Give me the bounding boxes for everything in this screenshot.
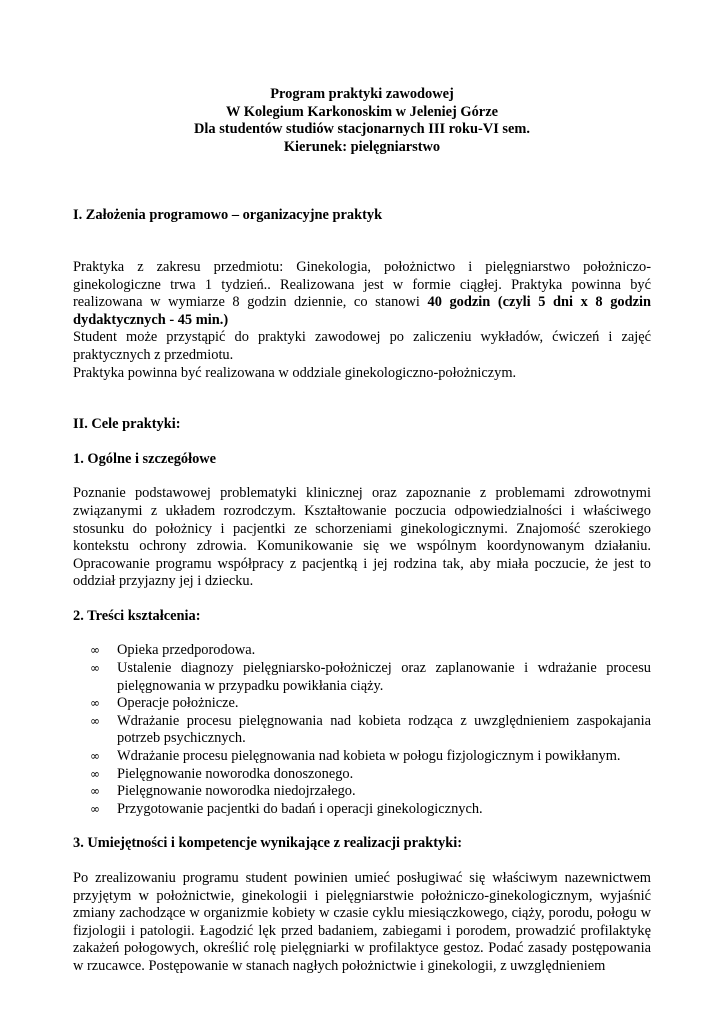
infinity-bullet-icon: ∞ bbox=[90, 749, 100, 764]
infinity-bullet-icon: ∞ bbox=[90, 696, 100, 711]
infinity-bullet-icon: ∞ bbox=[90, 784, 100, 799]
list-item: ∞ Ustalenie diagnozy pielęgniarsko-położniczej oraz zaplanowanie i wdrażanie procesu pielęgnowania w przypadku powikłania ciąży. bbox=[90, 660, 651, 694]
infinity-bullet-icon: ∞ bbox=[90, 766, 100, 781]
list-item: ∞ Pielęgnowanie noworodka donoszonego. bbox=[90, 765, 354, 782]
infinity-bullet-icon: ∞ bbox=[90, 801, 100, 816]
subsection-1-paragraph: Poznanie podstawowej problematyki klinicznej oraz zapoznanie z problemami zdrowotnymi związanymi z układem rozrodczym. Kształtowanie poczucia odpowiedzialności i właściwego stosunku do położnicy i pacjentki ze schorzeniami ginekologicznymi. Znajomość szerokiego kontekstu ochrony zdrowia. Komunikowanie się we wspólnym koordynowanym działaniu. Opracowanie programu współpracy z pacjentką i jej rodzina tak, aby miała poczucie, że jest to oddział przyjazny jej i dziecku. bbox=[73, 485, 651, 590]
title-line-college: W Kolegium Karkonoskim w Jeleniej Górze bbox=[226, 103, 498, 120]
list-item: ∞ Wdrażanie procesu pielęgnowania nad kobieta w połogu fizjologicznym i powikłanym. bbox=[90, 748, 621, 765]
section-1-paragraph-2: Student może przystąpić do praktyki zawodowej po zaliczeniu wykładów, ćwiczeń i zajęć praktycznych z przedmiotu. bbox=[73, 329, 651, 363]
document-title bbox=[73, 86, 651, 156]
section-1-paragraph-1-text: Praktyka z zakresu przedmiotu: Ginekologia, położnictwo i pielęgniarstwo położniczo-ginekologiczne trwa 1 tydzień.. Realizowana jest w formie ciągłej. Praktyka powinna być realizowana w wymiarze 8 godzin dziennie, co stanowi bbox=[73, 258, 651, 311]
subsection-1-heading: 1. Ogólne i szczegółowe bbox=[73, 450, 217, 467]
subsection-2-heading: 2. Treści kształcenia: bbox=[73, 607, 201, 624]
list-item: ∞ Przygotowanie pacjentki do badań i operacji ginekologicznych. bbox=[90, 800, 483, 817]
list-item: ∞ Wdrażanie procesu pielęgnowania nad kobieta rodząca z uwzględnieniem zaspokajania potrzeb psychicznych. bbox=[90, 712, 651, 747]
section-1-paragraph-1 bbox=[73, 259, 651, 329]
section-1-paragraph-3: Praktyka powinna być realizowana w oddziale ginekologiczno-położniczym. bbox=[73, 364, 517, 381]
title-line-program: Program praktyki zawodowej bbox=[270, 86, 454, 102]
title-line-students: Dla studentów studiów stacjonarnych III roku-VI sem. bbox=[194, 121, 530, 138]
title-line-field: Kierunek: pielęgniarstwo bbox=[283, 138, 441, 155]
infinity-bullet-icon: ∞ bbox=[90, 643, 100, 658]
list-item: ∞ Pielęgnowanie noworodka niedojrzałego. bbox=[90, 783, 356, 800]
infinity-bullet-icon: ∞ bbox=[90, 713, 100, 728]
list-item: ∞ Opieka przedporodowa. bbox=[90, 642, 256, 659]
section-2-heading: II. Cele praktyki: bbox=[73, 416, 181, 433]
section-1-heading: I. Założenia programowo – organizacyjne praktyk bbox=[73, 207, 383, 224]
subsection-3-heading: 3. Umiejętności i kompetencje wynikające z realizacji praktyki: bbox=[73, 835, 462, 852]
content-list bbox=[73, 642, 651, 818]
subsection-3-paragraph: Po zrealizowaniu programu student powinien umieć posługiwać się właściwym nazewnictwem przyjętym w położnictwie, ginekologii i pielęgniarstwie położniczo-ginekologicznym, wyjaśnić zmiany zachodzące w organizmie kobiety w czasie cyklu miesiączkowego, ciąży, porodu, połogu w fizjologii i patologii. Łagodzić lęk przed badaniem, zabiegami i porodem, prowadzić profilaktykę zakażeń połogowych, określić rolę pielęgniarki w profilaktyce gestoz. Podać zasady postępowania w rzucawce. Postępowanie w stanach nagłych położnictwie i ginekologii, z uwzględnieniem bbox=[73, 870, 651, 974]
list-item: ∞ Operacje położnicze. bbox=[90, 695, 239, 712]
section-1-paragraph-1-bold: 40 godzin (czyli 5 dni x 8 godzin dydaktycznych - 45 min.) bbox=[73, 294, 652, 328]
infinity-bullet-icon: ∞ bbox=[90, 661, 100, 676]
